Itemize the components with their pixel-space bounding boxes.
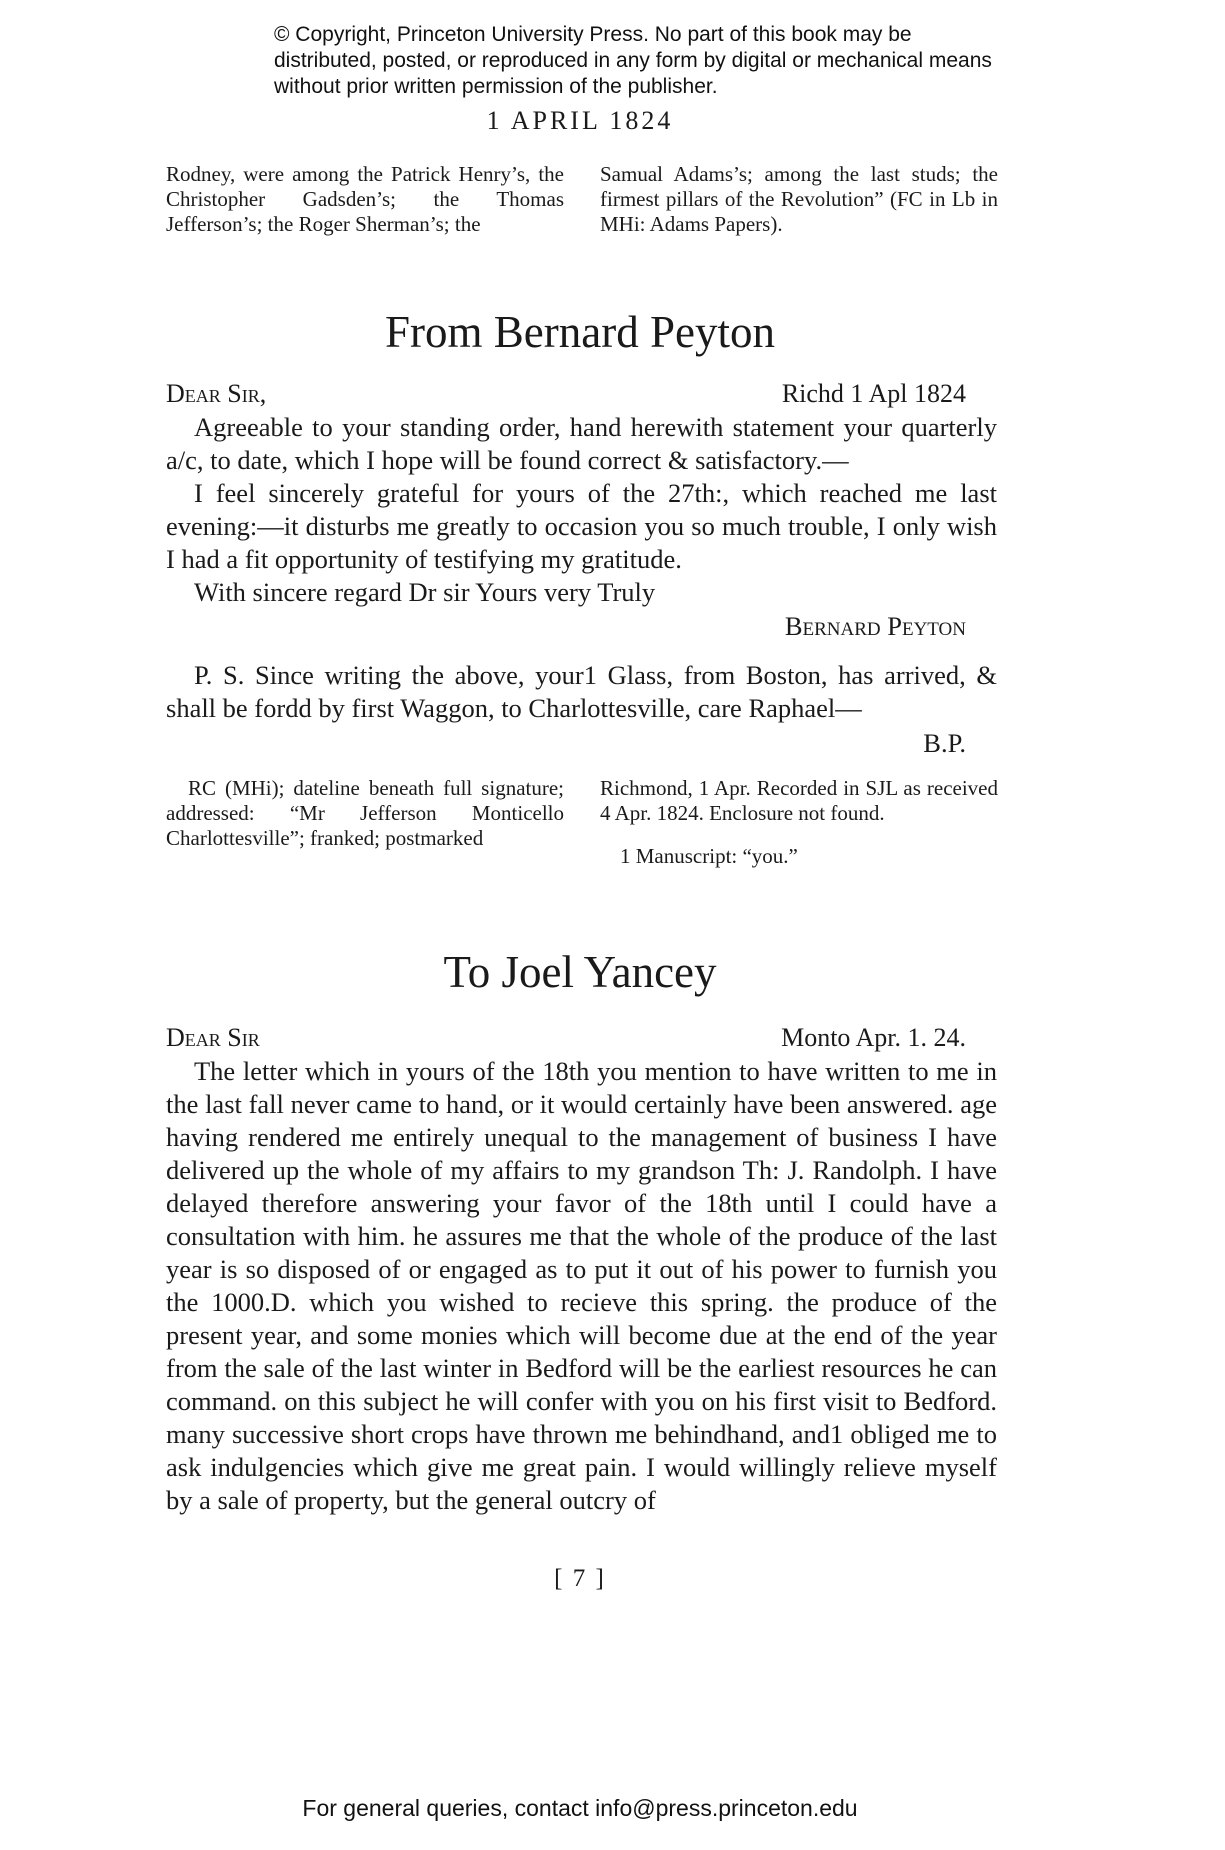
postscript-block xyxy=(166,659,997,725)
letter-paragraph: The letter which in yours of the 18th you mention to have written to me in the last fall never came to hand, or it would certainly have been answered. age having rendered me entirely unequal to the management of business I have delivered up the whole of my affairs to my grandson Th: J. Randolph. I have delayed therefore answering your favor of the 18th until I could have a consultation with him. he assures me that the whole of the produce of the last year is so disposed of or engaged as to put it out of his power to furnish you the 1000.D. which you wished to recieve this spring. the produce of the present year, and some monies which will become due at the end of the year from the sale of the last winter in Bedford will be the earliest resources he can command. on this subject he will confer with you on his first visit to Bedford. many successive short crops have thrown me behindhand, and1 obliged me to ask indulgencies which give me great pain. I would willingly relieve myself by a sale of property, but the general outcry of xyxy=(166,1056,997,1515)
postscript-initials: B.P. xyxy=(923,728,966,758)
letter-paragraph: I feel sincerely grateful for yours of the 27th:, which reached me last evening:—it disturbs me greatly to occasion you so much trouble, I only wish I had a fit opportunity of testifying my gratitude. xyxy=(166,478,997,574)
dateline: Richd 1 Apl 1824 xyxy=(781,379,966,408)
peyton-salutation-line xyxy=(166,378,966,410)
footnote: 1 Manuscript: “you.” xyxy=(620,844,798,868)
salutation: Dear Sir xyxy=(166,1023,260,1052)
source-note-right: Richmond, 1 Apr. Recorded in SJL as received 4 Apr. 1824. Enclosure not found. xyxy=(600,776,998,825)
footer-contact: For general queries, contact info@press.princeton.edu xyxy=(302,1795,858,1821)
dateline: Monto Apr. 1. 24. xyxy=(781,1023,966,1052)
letter-heading-peyton: From Bernard Peyton xyxy=(385,307,775,357)
letter-paragraph: With sincere regard Dr sir Yours very Truly xyxy=(194,577,656,607)
signature: Bernard Peyton xyxy=(784,611,966,641)
carryover-note-left: Rodney, were among the Patrick Henry’s, the Christopher Gadsden’s; the Thomas Jefferson’s; the Roger Sherman’s; the xyxy=(166,162,564,236)
letter-paragraph: Agreeable to your standing order, hand herewith statement your quarterly a/c, to date, which I hope will be found correct & satisfactory.— xyxy=(166,412,997,475)
letter-heading-yancey: To Joel Yancey xyxy=(443,947,717,997)
page-number: [ 7 ] xyxy=(554,1565,606,1592)
source-notes xyxy=(166,776,998,869)
carryover-note-right: Samual Adams’s; among the last studs; the firmest pillars of the Revolution” (FC in Lb in MHi: Adams Papers). xyxy=(600,162,998,236)
peyton-letter-body xyxy=(166,411,997,609)
yancey-salutation-line xyxy=(166,1022,966,1054)
yancey-letter-body xyxy=(166,1055,997,1517)
source-note-left: RC (MHi); dateline beneath full signature; addressed: “Mr Jefferson Monticello Charlottesville”; franked; postmarked xyxy=(166,776,564,850)
postscript: P. S. Since writing the above, your1 Glass, from Boston, has arrived, & shall be fordd by first Waggon, to Charlottesville, care Raphael— xyxy=(166,660,997,723)
salutation: Dear Sir, xyxy=(166,379,267,408)
carryover-note xyxy=(166,162,998,237)
running-head: 1 APRIL 1824 xyxy=(486,106,674,135)
copyright-notice: © Copyright, Princeton University Press. No part of this book may be distributed, posted, or reproduced in any form by digital or mechanical means without prior written permission of the publisher. xyxy=(274,23,992,98)
